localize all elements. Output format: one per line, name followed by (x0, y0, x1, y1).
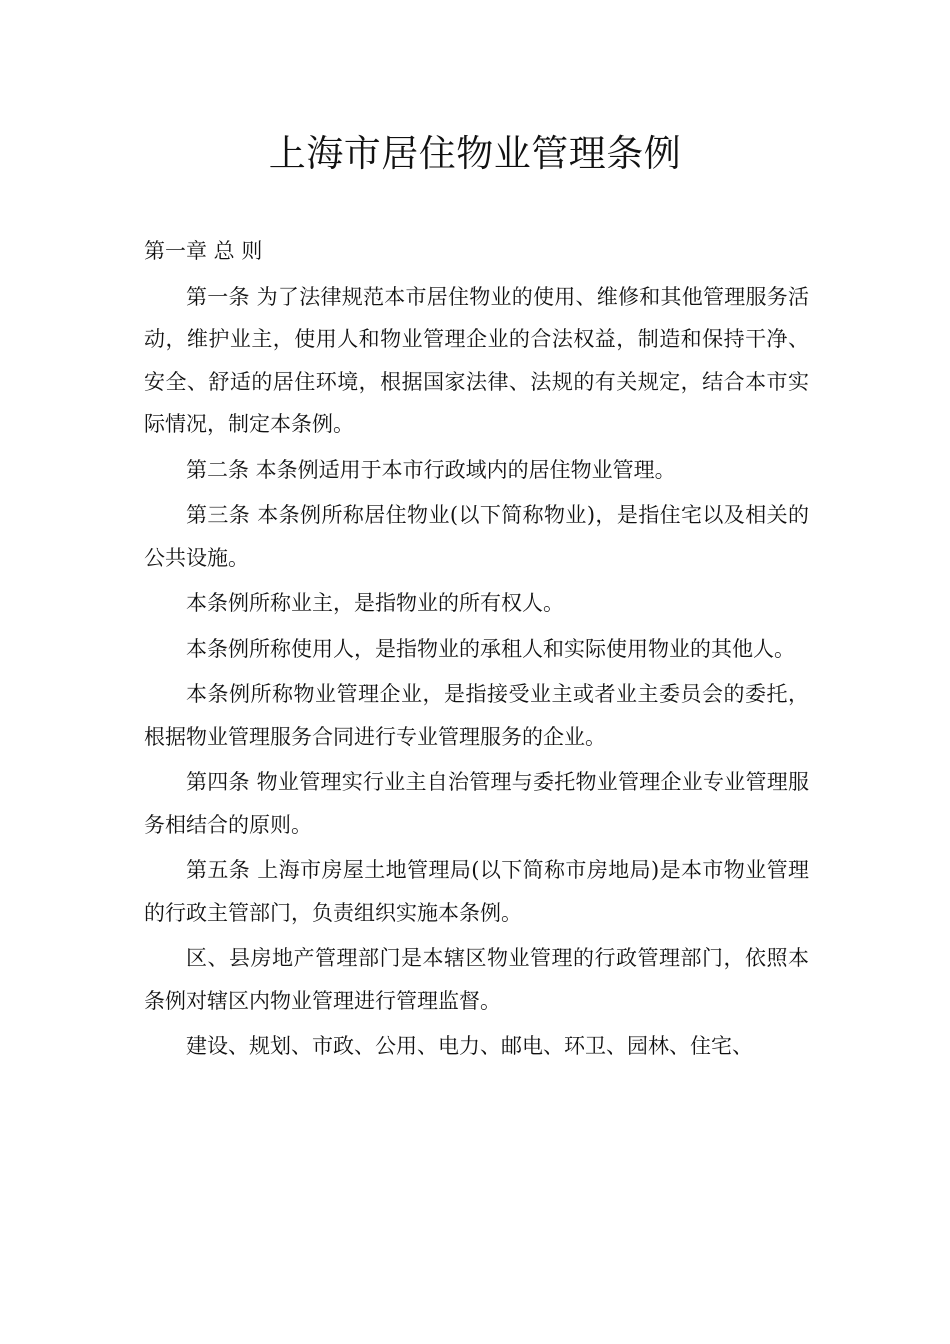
paragraph-owner-definition: 本条例所称业主，是指物业的所有权人。 (186, 591, 564, 615)
document-body (144, 230, 809, 1071)
paragraph-district-authority: 区、县房地产管理部门是本辖区物业管理的行政管理部门，依照本条例对辖区内物业管理进行管理监督。 (144, 946, 809, 1013)
chapter-heading: 第一章 总 则 (144, 239, 263, 263)
paragraph-article-4: 第四条 物业管理实行业主自治管理与委托物业管理企业专业管理服务相结合的原则。 (144, 770, 809, 837)
paragraph-article-3: 第三条 本条例所称居住物业(以下简称物业)，是指住宅以及相关的公共设施。 (144, 503, 809, 570)
paragraph-article-1: 第一条 为了法律规范本市居住物业的使用、维修和其他管理服务活动，维护业主，使用人和物业管理企业的合法权益，制造和保持干净、安全、舒适的居住环境，根据国家法律、法规的有关规定，结合本市实际情况，制定本条例。 (144, 284, 809, 436)
paragraph-enterprise-definition: 本条例所称物业管理企业，是指接受业主或者业主委员会的委托，根据物业管理服务合同进行专业管理服务的企业。 (144, 682, 809, 749)
paragraph-article-2: 第二条 本条例适用于本市行政域内的居住物业管理。 (186, 457, 676, 482)
paragraph-related-departments: 建设、规划、市政、公用、电力、邮电、环卫、园林、住宅、 (186, 1034, 753, 1058)
document-title: 上海市居住物业管理条例 (268, 132, 682, 175)
paragraph-article-5: 第五条 上海市房屋土地管理局(以下简称市房地局)是本市物业管理的行政主管部门，负责组织实施本条例。 (144, 858, 809, 925)
paragraph-user-definition: 本条例所称使用人，是指物业的承租人和实际使用物业的其他人。 (186, 636, 795, 661)
